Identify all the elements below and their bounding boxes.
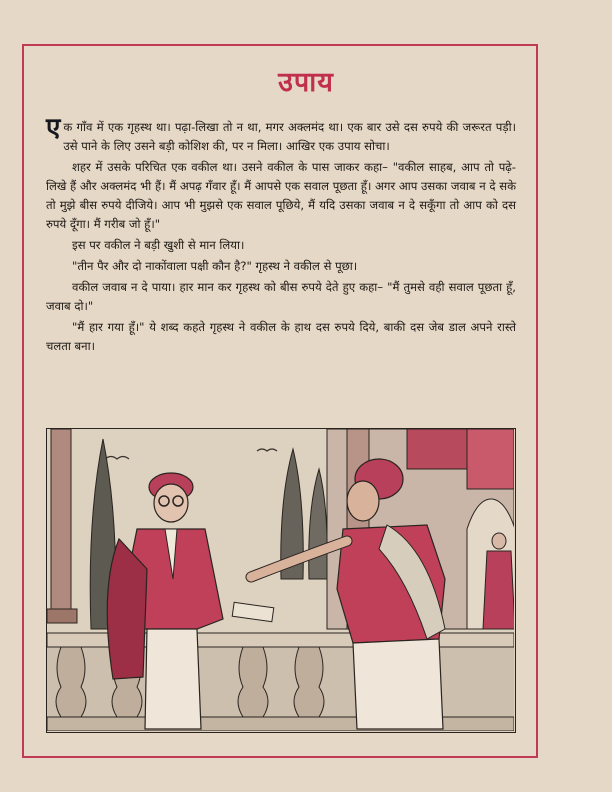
paragraph-2: शहर में उसके परिचित एक वकील था। उसने वकील के पास जाकर कहा– "वकील साहब, आप तो पढ़े-लिखे हैं और अक्लमंद भी हैं। मैं अपढ़ गँवार हूँ। मैं आपसे एक सवाल पूछता हूँ। अगर आप उसका जवाब न दे सके तो मुझे बीस रुपये दीजिये। आप भी मुझसे एक सवाल पूछिये, मैं यदि उसका जवाब न दे सकूँगा तो आप को दस रुपये दूँगा। मैं गरीब जो हूँ।" xyxy=(46,160,516,231)
paragraph-1 xyxy=(46,113,516,156)
story-illustration xyxy=(46,428,516,733)
paragraph-3: इस पर वकील ने बड़ी खुशी से मान लिया। xyxy=(72,238,245,252)
paragraph-6: "मैं हार गया हूँ।" ये शब्द कहते गृहस्थ ने वकील के हाथ दस रुपये दिये, बाकी दस जेब डाल अपने रास्ते चलता बना। xyxy=(46,320,516,353)
story-title: उपाय xyxy=(278,67,334,98)
paragraph-1-text: क गाँव में एक गृहस्थ था। पढ़ा-लिखा तो न था, मगर अक्लमंद था। एक बार उसे दस रुपये की जरूरत पड़ी। उसे पाने के लिए उसने बड़ी कोशिश की, पर न मिला। आखिर एक उपाय सोचा। xyxy=(63,120,516,153)
paragraph-5: वकील जवाब न दे पाया। हार मान कर गृहस्थ को बीस रुपये देते हुए कहा– "मैं तुमसे वही सवाल पूछता हूँ, जवाब दो।" xyxy=(46,280,516,313)
story-body xyxy=(46,113,516,358)
illustration-art xyxy=(47,429,514,731)
paragraph-4: "तीन पैर और दो नाकोंवाला पक्षी कौन है?" गृहस्थ ने वकील से पूछा। xyxy=(72,259,358,273)
drop-cap: ए xyxy=(46,113,61,143)
